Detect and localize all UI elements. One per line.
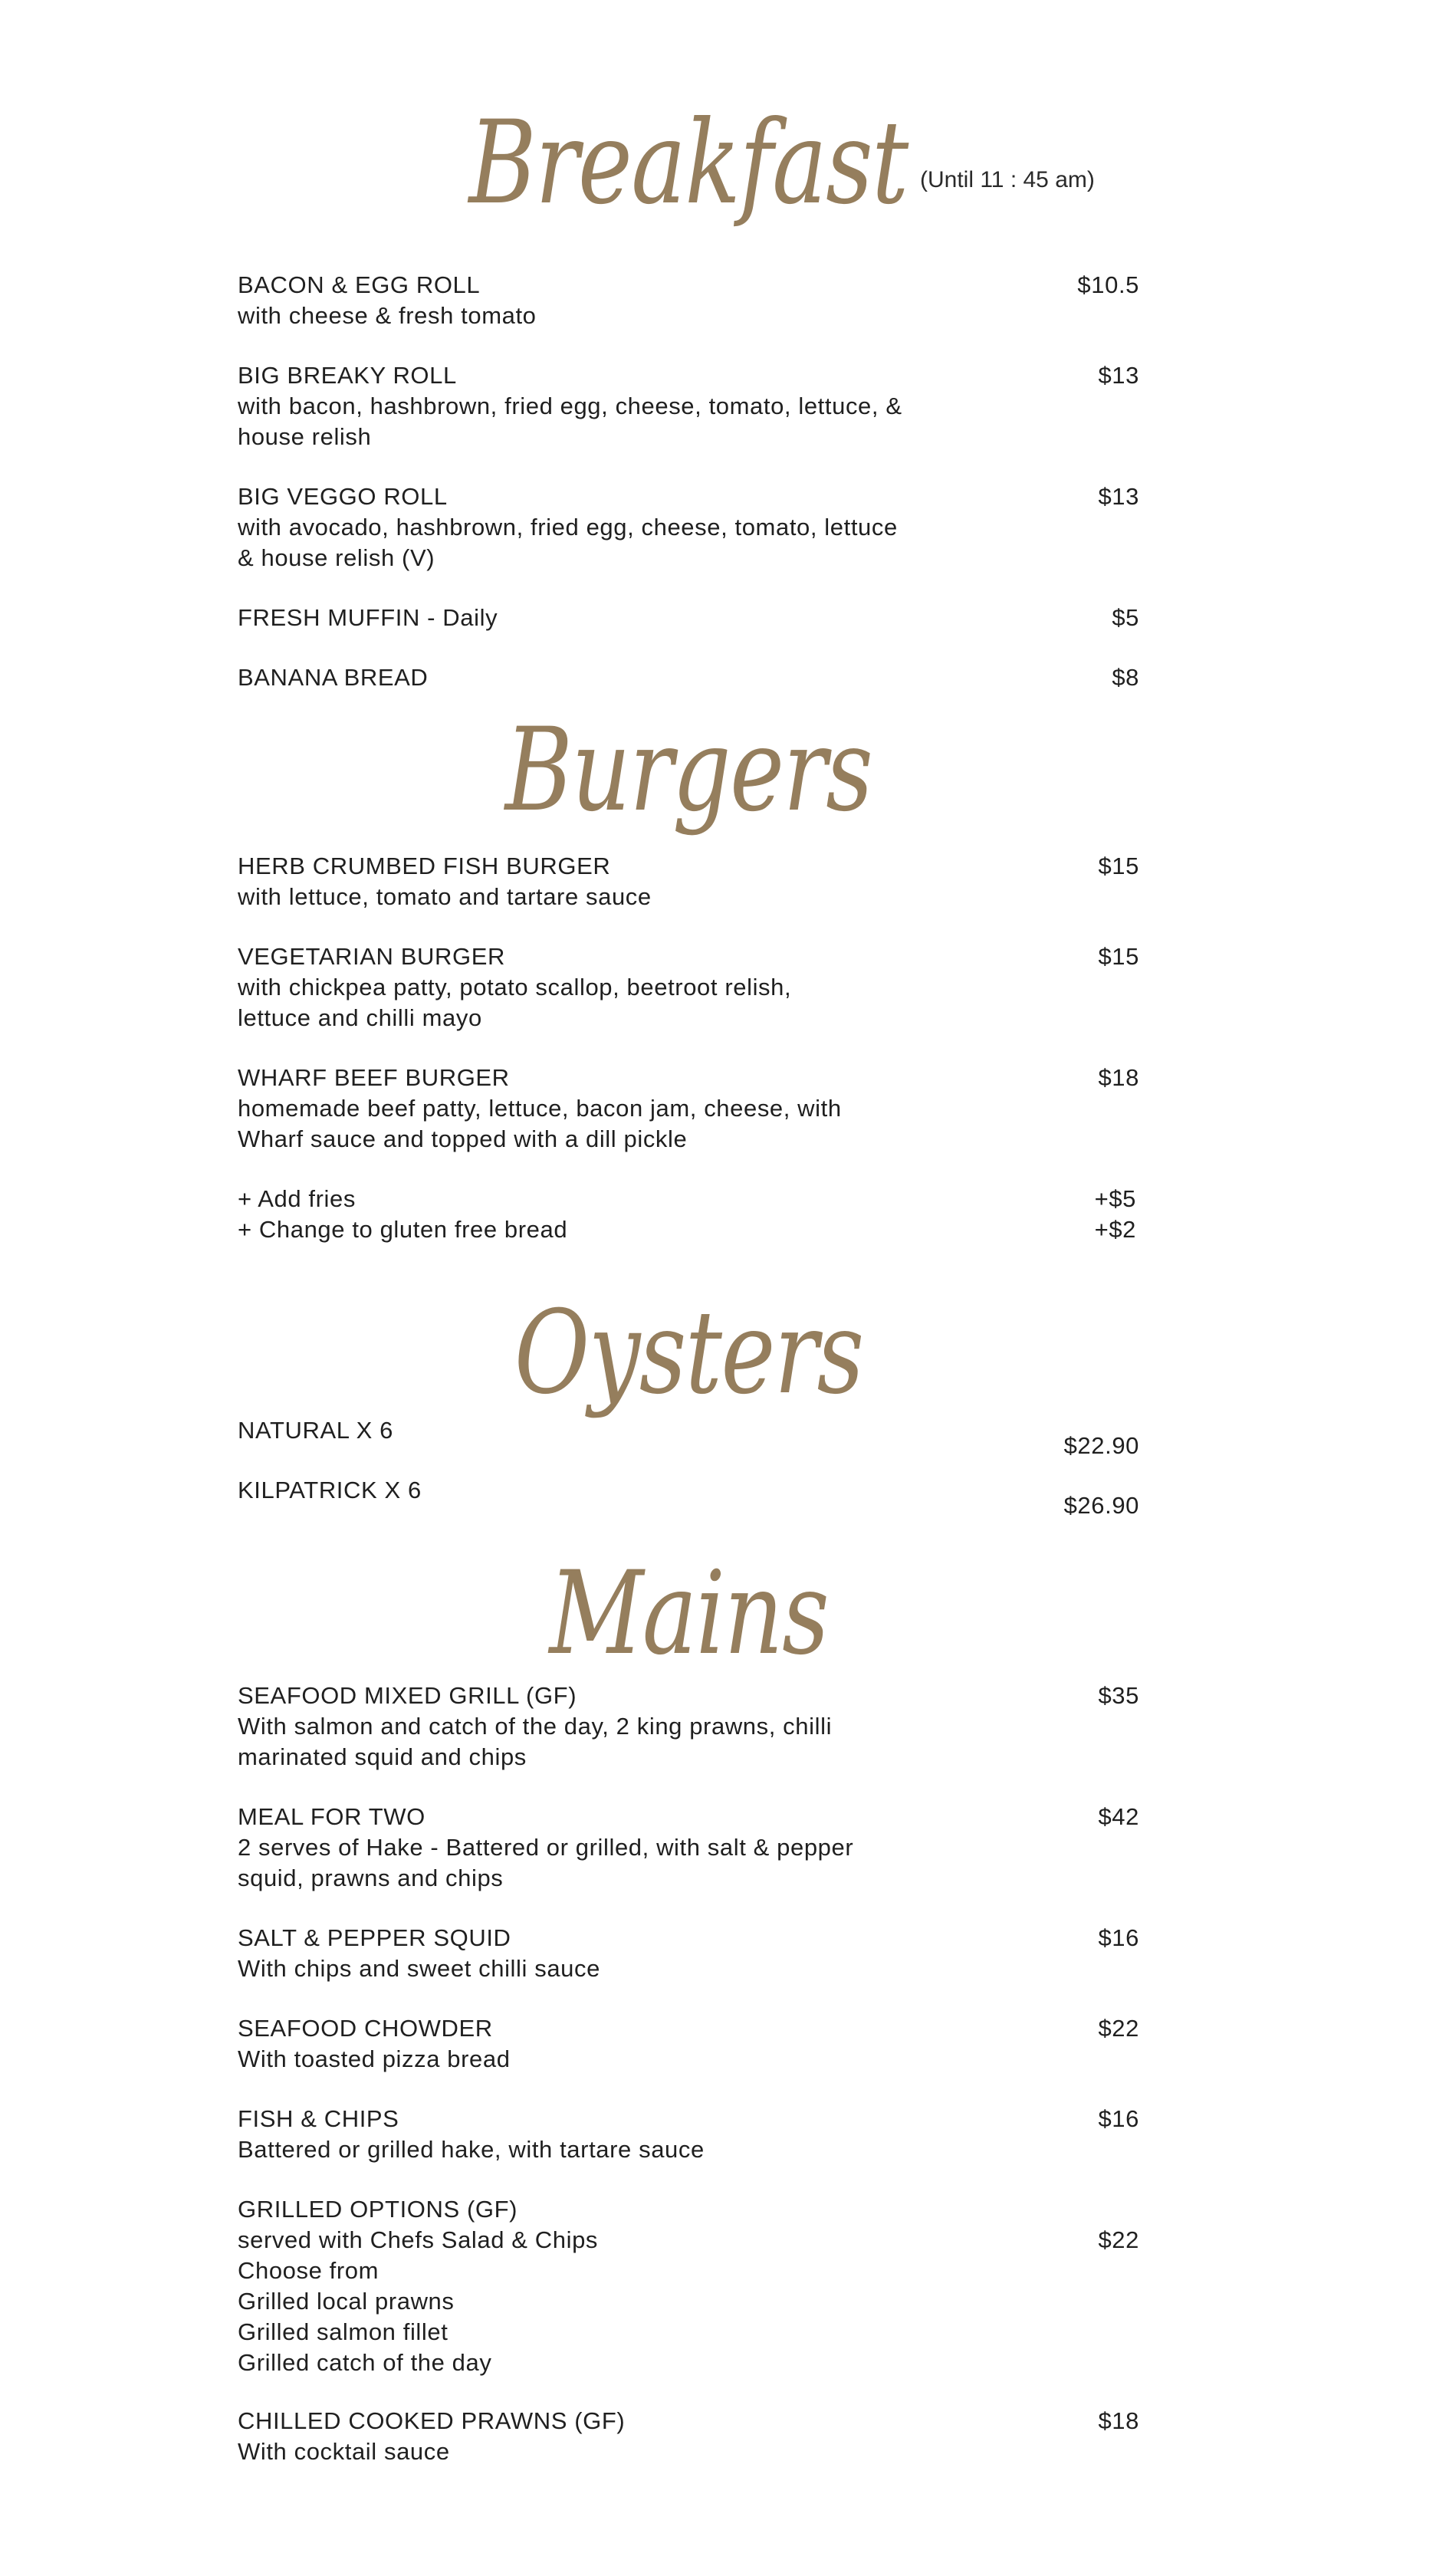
section-heading-oysters [238,1286,1139,1420]
menu-item [238,481,1139,573]
item-description: with cheese & fresh tomato [238,302,537,329]
item-price: $5 [1112,604,1139,631]
item-name: FRESH MUFFIN - Daily [238,604,498,631]
item-name: BIG BREAKY ROLL [238,362,457,389]
item-name: SALT & PEPPER SQUID [238,1924,511,1951]
menu-item [238,662,1139,693]
menu-item [238,1415,1139,1459]
item-name: GRILLED OPTIONS (GF) [238,2196,518,2223]
item-name: VEGETARIAN BURGER [238,943,505,970]
item-price: $10.5 [1077,271,1139,298]
item-price: $16 [1098,2105,1139,2132]
menu-item [238,360,1139,452]
breakfast-hours-note: (Until 11 : 45 am) [920,167,1095,192]
menu-item [238,1681,1139,1773]
menu-item [238,1475,1139,1519]
item-name: NATURAL X 6 [238,1417,393,1444]
item-name: FISH & CHIPS [238,2105,399,2132]
menu-item [238,603,1139,633]
item-price: $22 [1098,2226,1139,2253]
item-price: $13 [1098,483,1139,510]
item-price: $16 [1098,1924,1139,1951]
section-heading-mains [238,1547,1139,1681]
item-price: $15 [1098,853,1139,879]
burgers-title: Burgers [504,704,872,837]
item-description: With toasted pizza bread [238,2045,511,2072]
item-name: BANANA BREAD [238,664,429,691]
menu-item [238,2406,1139,2467]
menu-item [238,2194,1139,2378]
item-name: HERB CRUMBED FISH BURGER [238,853,611,879]
oysters-title: Oysters [514,1286,863,1420]
item-description: With chips and sweet chilli sauce [238,1955,600,1982]
item-price: $35 [1098,1682,1139,1709]
item-name: SEAFOOD MIXED GRILL (GF) [238,1682,577,1709]
extra-name: + Change to gluten free bread [238,1216,568,1243]
menu-item [238,2013,1139,2075]
item-name: SEAFOOD CHOWDER [238,2015,493,2042]
menu-item [238,1923,1139,1984]
item-description: with bacon, hashbrown, fried egg, cheese, tomato, lettuce, & house relish [238,393,902,450]
section-heading-breakfast [238,97,1139,230]
item-price: $42 [1098,1803,1139,1830]
item-name: BIG VEGGO ROLL [238,483,448,510]
item-price: $18 [1098,2407,1139,2434]
item-name: CHILLED COOKED PRAWNS (GF) [238,2407,626,2434]
menu-item [238,1063,1139,1155]
breakfast-title: Breakfast [468,97,909,230]
item-description: 2 serves of Hake - Battered or grilled, with salt & pepper squid, prawns and chips [238,1834,854,1891]
menu-item [238,1802,1139,1894]
item-name: BACON & EGG ROLL [238,271,481,298]
menu-item [238,851,1139,912]
item-price: $13 [1098,362,1139,389]
item-description: served with Chefs Salad & Chips Choose from Grilled local prawns Grilled salmon fillet Grilled catch of the day [238,2226,599,2376]
item-price: $26.90 [1063,1492,1139,1519]
item-name: WHARF BEEF BURGER [238,1064,510,1091]
section-heading-burgers [238,704,1139,837]
item-description: with chickpea patty, potato scallop, beetroot relish, lettuce and chilli mayo [238,974,792,1031]
item-price: $8 [1112,664,1139,691]
item-description: With cocktail sauce [238,2438,450,2465]
item-description: with lettuce, tomato and tartare sauce [238,883,652,910]
menu-extra [238,1214,1139,1245]
menu-item [238,270,1139,331]
item-description: Battered or grilled hake, with tartare sauce [238,2136,705,2163]
item-description: With salmon and catch of the day, 2 king prawns, chilli marinated squid and chips [238,1713,833,1770]
item-price: $18 [1098,1064,1139,1091]
menu-extra [238,1184,1139,1214]
item-price: $22 [1098,2015,1139,2042]
item-description: homemade beef patty, lettuce, bacon jam, cheese, with Wharf sauce and topped with a dill pickle [238,1095,842,1152]
item-price: $22.90 [1063,1432,1139,1459]
extra-name: + Add fries [238,1185,356,1212]
item-name: MEAL FOR TWO [238,1803,426,1830]
mains-title: Mains [549,1547,828,1681]
extra-price: +$5 [1094,1185,1136,1212]
item-name: KILPATRICK X 6 [238,1477,422,1503]
item-description: with avocado, hashbrown, fried egg, cheese, tomato, lettuce & house relish (V) [238,514,898,571]
menu-item [238,941,1139,1033]
extra-price: +$2 [1094,1216,1136,1243]
item-price: $15 [1098,943,1139,970]
menu-item [238,2104,1139,2165]
